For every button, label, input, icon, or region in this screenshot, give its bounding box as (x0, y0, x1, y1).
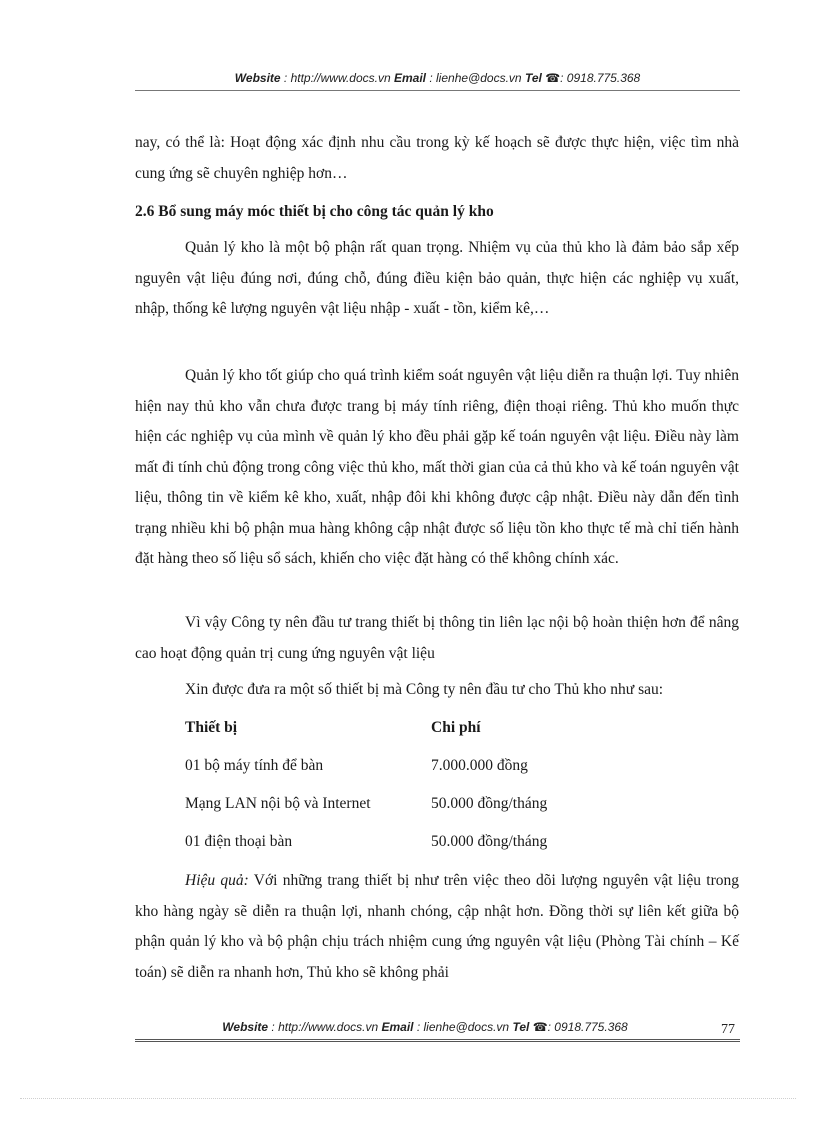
effect-label: Hiệu quả: (185, 872, 249, 889)
paragraph-intro: nay, có thể là: Hoạt động xác định nhu cầu trong kỳ kế hoạch sẽ được thực hiện, việc tìm nhà cung ứng sẽ chuyên nghiệp hơn… (135, 134, 739, 182)
tel-label: Tel (512, 1020, 530, 1034)
website-url: http://www.docs.vn (290, 71, 391, 85)
header-equipment: Thiết bị (185, 719, 238, 736)
page-footer: Website : http://www.docs.vn Email : lienhe@docs.vn Tel ☎: 0918.775.368 (222, 1020, 628, 1034)
effect-text: Với những trang thiết bị như trên việc theo dõi lượng nguyên vật liệu trong kho hàng ngày sẽ diễn ra thuận lợi, nhanh chóng, cập nhật hơn. Đồng thời sự liên kết giữa bộ phận quản lý kho và bộ phận chịu trách nhiệm cung ứng nguyên vật liệu (Phòng Tài chính – Kế toán) sẽ diễn ra nhanh hơn, Thủ kho sẽ không phải (135, 872, 739, 981)
paragraph-1: Quản lý kho là một bộ phận rất quan trọng. Nhiệm vụ của thủ kho là đảm bảo sắp xếp nguyên vật liệu đúng nơi, đúng chỗ, đúng điều kiện bảo quản, thực hiện các nghiệp vụ xuất, nhập, thống kê lượng nguyên vật liệu nhập - xuất - tồn, kiểm kê,… (135, 239, 739, 317)
paragraph-effect (135, 866, 739, 988)
page-number: 77 (721, 1022, 735, 1037)
email-value: lienhe@docs.vn (436, 71, 522, 85)
page-header: Website : http://www.docs.vn Email : lienhe@docs.vn Tel ☎: 0918.775.368 (234, 71, 641, 85)
header-rule (135, 90, 740, 91)
website-label: Website (222, 1020, 269, 1034)
paragraph-3: Vì vậy Công ty nên đầu tư trang thiết bị thông tin liên lạc nội bộ hoàn thiện hơn để nâng cao hoạt động quản trị cung ứng nguyên vật liệu (135, 614, 739, 662)
section-heading: 2.6 Bổ sung máy móc thiết bị cho công tác quản lý kho (135, 203, 494, 220)
website-label: Website (234, 71, 281, 85)
footer-rule (135, 1039, 740, 1042)
header-cost: Chi phí (431, 719, 481, 736)
page-boundary (20, 1098, 796, 1099)
website-url: http://www.docs.vn (278, 1020, 379, 1034)
paragraph-4: Xin được đưa ra một số thiết bị mà Công ty nên đầu tư cho Thủ kho như sau: (185, 681, 664, 698)
phone-icon: ☎ (545, 71, 561, 85)
tel-value: : 0918.775.368 (560, 71, 641, 85)
email-value: lienhe@docs.vn (423, 1020, 510, 1034)
tel-label: Tel (524, 71, 542, 85)
email-label: Email (381, 1020, 414, 1034)
tel-value: : 0918.775.368 (547, 1020, 628, 1034)
email-label: Email (393, 71, 426, 85)
phone-icon: ☎ (532, 1020, 548, 1034)
paragraph-2: Quản lý kho tốt giúp cho quá trình kiểm soát nguyên vật liệu diễn ra thuận lợi. Tuy nhiên hiện nay thủ kho vẫn chưa được trang bị máy tính riêng, điện thoại riêng. Thủ kho muốn thực hiện các nghiệp vụ của mình về quản lý kho đều phải gặp kế toán nguyên vật liệu. Điều này làm mất đi tính chủ động trong công việc thủ kho, mất thời gian của cả thủ kho và kế toán nguyên vật liệu, thông tin về kiểm kê kho, xuất, nhập đôi khi không được cập nhật. Điều này dẫn đến tình trạng nhiều khi bộ phận mua hàng không cập nhật được số liệu tồn kho thực tế mà chỉ tiến hành đặt hàng theo số liệu sổ sách, khiến cho việc đặt hàng có thể không chính xác. (135, 367, 739, 567)
